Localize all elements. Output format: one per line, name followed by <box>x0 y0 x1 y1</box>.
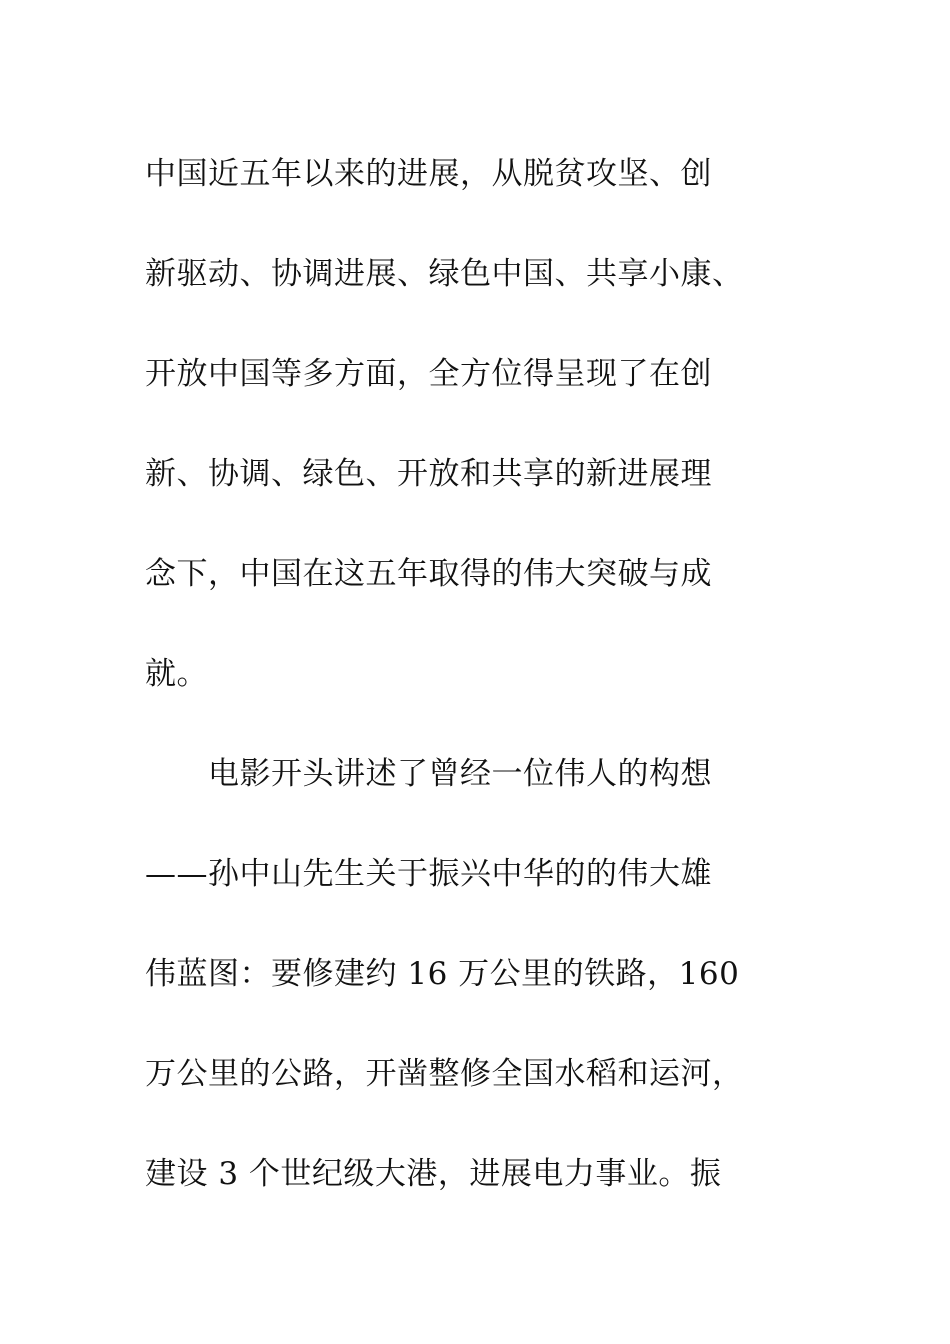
text-line: 建设 3 个世纪级大港，进展电力事业。振 <box>145 1156 722 1192</box>
paragraph-1 <box>145 124 805 724</box>
text-line: 就。 <box>145 656 208 692</box>
text-line: 中国近五年以来的进展，从脱贫攻坚、创 <box>145 156 712 192</box>
text-line: 新、协调、绿色、开放和共享的新进展理 <box>145 456 712 492</box>
paragraph-2 <box>145 724 805 1224</box>
text-line: 新驱动、协调进展、绿色中国、共享小康、 <box>145 256 744 292</box>
text-line: 开放中国等多方面，全方位得呈现了在创 <box>145 356 712 392</box>
text-line: 电影开头讲述了曾经一位伟人的构想 <box>145 756 712 792</box>
text-line: 万公里的公路，开凿整修全国水稻和运河， <box>145 1056 744 1092</box>
text-line: 念下，中国在这五年取得的伟大突破与成 <box>145 556 712 592</box>
document-body <box>145 124 805 1224</box>
text-line: 伟蓝图：要修建约 16 万公里的铁路，160 <box>145 956 740 992</box>
text-line: ——孙中山先生关于振兴中华的的伟大雄 <box>145 856 712 892</box>
